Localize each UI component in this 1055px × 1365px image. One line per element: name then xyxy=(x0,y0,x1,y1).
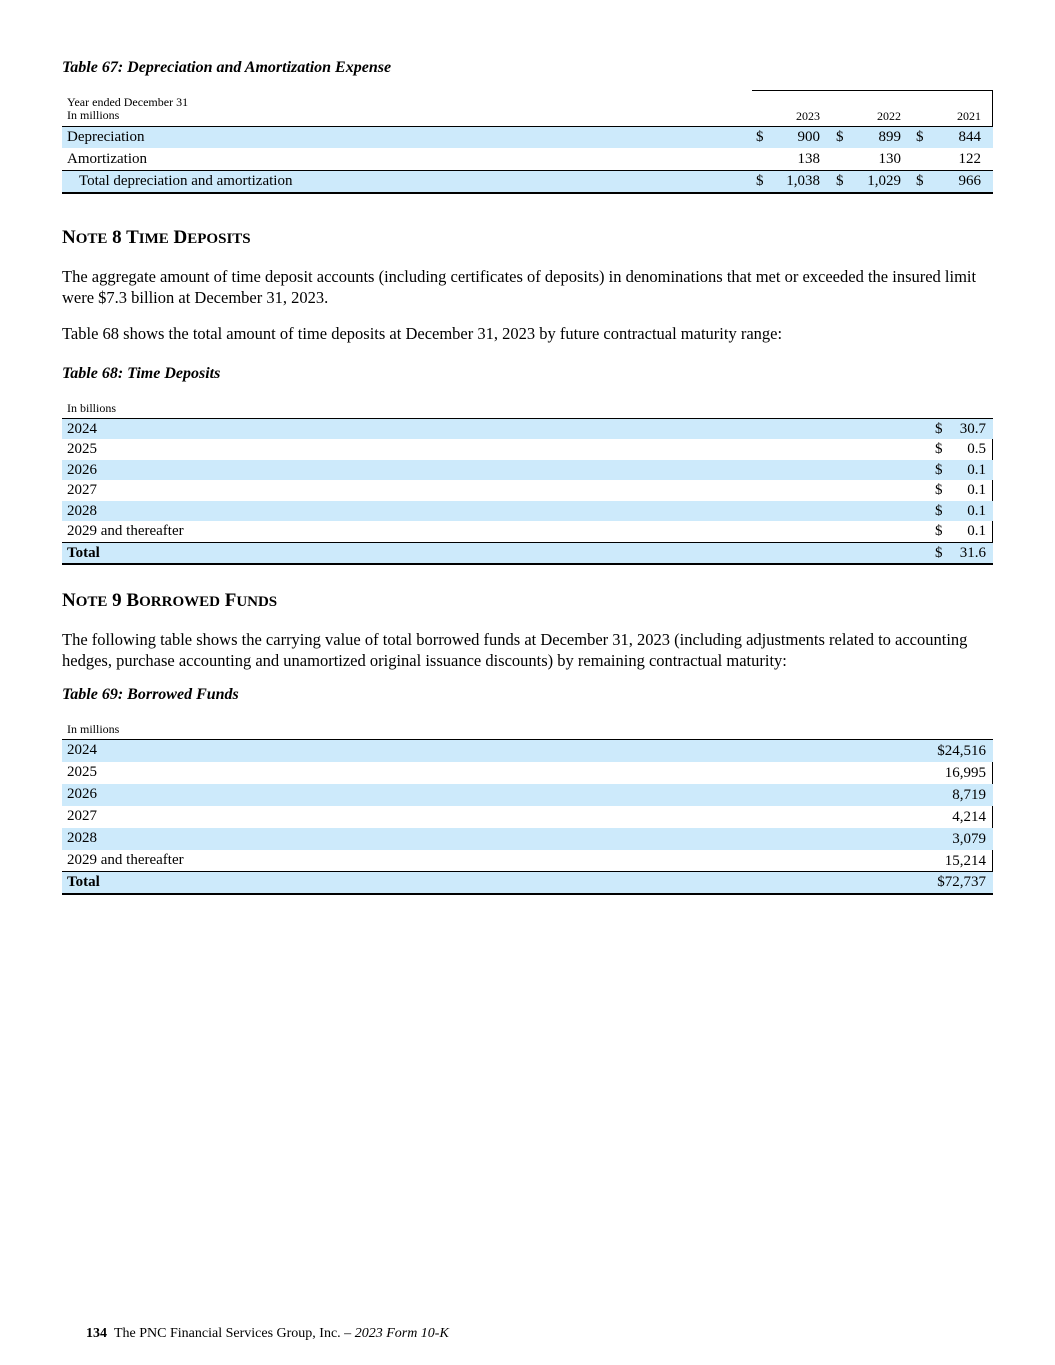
dollar-sign: $ xyxy=(935,421,943,437)
table-67-caption: Table 67: Depreciation and Amortization Expense xyxy=(62,59,392,76)
row-value: 15,214 xyxy=(944,853,986,869)
table-row xyxy=(62,419,993,439)
table-68-caption: Table 68: Time Deposits xyxy=(62,365,221,382)
row-value: 8,719 xyxy=(952,787,986,803)
table-67-year-2022: 2022 xyxy=(877,109,901,123)
row-label: 2025 xyxy=(67,764,97,780)
heading-smallcaps: IME xyxy=(138,231,169,247)
table-row-total xyxy=(62,171,993,192)
table-row xyxy=(62,828,993,850)
row-value: 16,995 xyxy=(944,765,986,781)
row-value: 0.5 xyxy=(967,441,986,457)
heading-smallcaps: UNDS xyxy=(236,594,278,610)
dollar-sign: $ xyxy=(836,173,844,189)
heading-smallcaps: ORROWED xyxy=(139,594,220,610)
row-label: 2029 and thereafter xyxy=(67,852,184,868)
table-67-header-line2: In millions xyxy=(67,108,120,122)
row-label: 2028 xyxy=(67,830,97,846)
dollar-sign: $ xyxy=(935,503,943,519)
table-67-bottom-rule xyxy=(62,192,993,194)
cell-2022: 1,029 xyxy=(867,173,901,189)
table-67-header-right-rule xyxy=(992,90,993,126)
heading-smallcaps: EPOSITS xyxy=(187,231,251,247)
row-label: 2027 xyxy=(67,808,97,824)
heading-letter: D xyxy=(168,227,188,248)
row-label: Depreciation xyxy=(67,129,145,145)
table-row xyxy=(62,149,993,170)
note-8-heading xyxy=(62,227,251,249)
row-label: 2026 xyxy=(67,462,97,478)
row-value: 0.1 xyxy=(967,523,986,539)
heading-letter: N xyxy=(62,590,76,611)
row-label: Amortization xyxy=(67,151,147,167)
dollar-sign: $ xyxy=(916,173,924,189)
row-value: 4,214 xyxy=(952,809,986,825)
row-value: 0.1 xyxy=(967,503,986,519)
dollar-sign: $ xyxy=(935,482,943,498)
footer-form: 2023 Form 10-K xyxy=(354,1326,449,1341)
table-69-unit: In millions xyxy=(67,722,120,736)
table-row xyxy=(62,784,993,806)
cell-2023: 138 xyxy=(797,151,820,167)
page-number: 134 xyxy=(86,1326,107,1341)
row-label: 2026 xyxy=(67,786,97,802)
row-label: Total depreciation and amortization xyxy=(79,173,293,189)
table-67-header-line1: Year ended December 31 xyxy=(67,95,189,109)
dollar-sign: $ xyxy=(756,173,764,189)
table-row-total xyxy=(62,543,993,563)
row-label: Total xyxy=(67,874,100,890)
heading-smallcaps: OTE xyxy=(75,231,108,247)
heading-smallcaps: OTE xyxy=(75,594,108,610)
note-9-paragraph-1: The following table shows the carrying value of total borrowed funds at December 31, 2023 (including adjustments related to accounting hedges, purchase accounting and unamortized original issuance discounts) by remaining contractual maturity: xyxy=(62,630,968,670)
table-67-header-label xyxy=(67,96,188,122)
row-value: $24,516 xyxy=(937,743,986,759)
heading-letter: B xyxy=(126,590,140,611)
row-label: 2024 xyxy=(67,421,97,437)
cell-2023: 1,038 xyxy=(786,173,820,189)
row-value: 30.7 xyxy=(959,421,986,437)
note-8-paragraph-1: The aggregate amount of time deposit accounts (including certificates of deposits) in denominations that met or exceeded the insured limit were $7.3 billion at December 31, 2023. xyxy=(62,267,977,307)
dollar-sign: $ xyxy=(935,441,943,457)
heading-letter: N xyxy=(62,227,76,248)
table-row xyxy=(62,439,993,459)
page-footer xyxy=(86,1326,449,1342)
table-67-year-2021: 2021 xyxy=(957,109,981,123)
heading-letter: F xyxy=(219,590,237,611)
dollar-sign: $ xyxy=(935,462,943,478)
table-row xyxy=(62,460,993,480)
table-68-bottom-rule xyxy=(62,563,993,565)
table-row xyxy=(62,521,993,541)
table-68-unit: In billions xyxy=(67,401,117,415)
footer-company: The PNC Financial Services Group, Inc. – xyxy=(114,1326,355,1341)
row-label: 2024 xyxy=(67,742,97,758)
cell-2021: 122 xyxy=(958,151,981,167)
row-label: 2028 xyxy=(67,503,97,519)
dollar-sign: $ xyxy=(836,129,844,145)
cell-2021: 844 xyxy=(958,129,981,145)
row-label: Total xyxy=(67,545,100,561)
dollar-sign: $ xyxy=(916,129,924,145)
row-label: 2025 xyxy=(67,441,97,457)
table-row xyxy=(62,740,993,762)
dollar-sign: $ xyxy=(935,523,943,539)
table-row xyxy=(62,127,993,148)
table-row xyxy=(62,850,993,872)
cell-2021: 966 xyxy=(958,173,981,189)
table-row xyxy=(62,501,993,521)
row-label: 2029 and thereafter xyxy=(67,523,184,539)
table-row xyxy=(62,762,993,784)
table-67-year-2023: 2023 xyxy=(796,109,820,123)
dollar-sign: $ xyxy=(935,545,943,561)
table-row xyxy=(62,480,993,500)
cell-2022: 130 xyxy=(878,151,901,167)
note-9-heading xyxy=(62,590,277,612)
cell-2022: 899 xyxy=(878,129,901,145)
cell-2023: 900 xyxy=(797,129,820,145)
row-value: 3,079 xyxy=(952,831,986,847)
row-label: 2027 xyxy=(67,482,97,498)
row-value: $72,737 xyxy=(937,874,986,890)
heading-letter: T xyxy=(126,227,139,248)
note-8-paragraph-2: Table 68 shows the total amount of time deposits at December 31, 2023 by future contractual maturity range: xyxy=(62,324,783,343)
dollar-sign: $ xyxy=(756,129,764,145)
row-value: 0.1 xyxy=(967,462,986,478)
table-69-bottom-rule xyxy=(62,893,993,895)
table-row xyxy=(62,806,993,828)
table-69-caption: Table 69: Borrowed Funds xyxy=(62,686,239,703)
heading-number: 8 xyxy=(107,227,127,248)
row-value: 31.6 xyxy=(959,545,986,561)
table-67-header-top-rule xyxy=(752,90,993,91)
row-value: 0.1 xyxy=(967,482,986,498)
heading-number: 9 xyxy=(107,590,127,611)
table-row-total xyxy=(62,872,993,893)
